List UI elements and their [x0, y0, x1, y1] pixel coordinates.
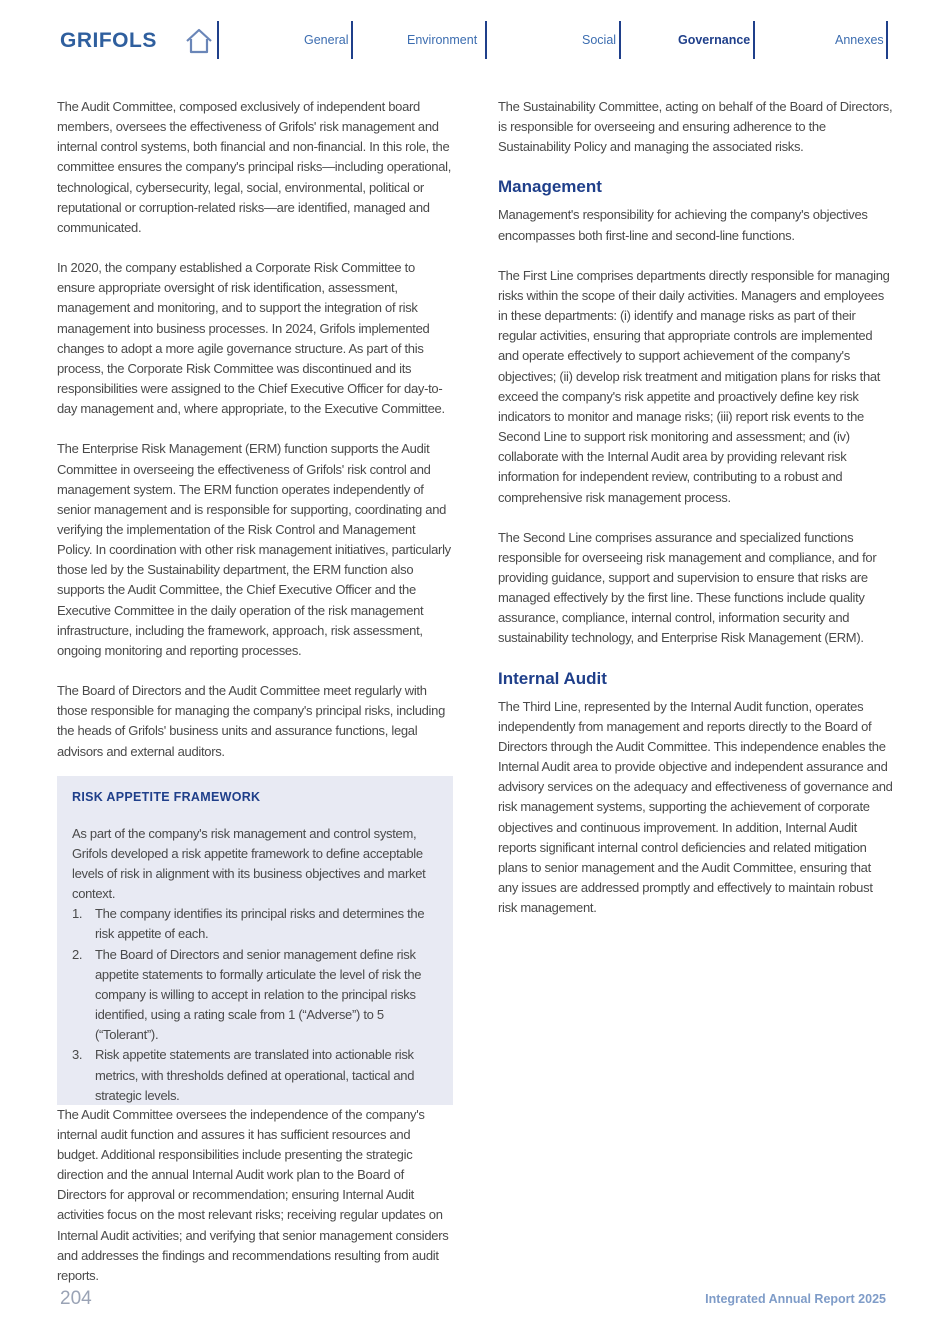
paragraph: The Second Line comprises assurance and specialized functions responsible for overseeing risk management and compliance, and for providing guidance, support and supervision to ensure that risks are managed effectively by the first line. These functions include quality assurance, compliance, internal control, information security and sustainability technology, and Enterprise Risk Management (ERM). [498, 529, 877, 646]
right-column [498, 97, 894, 938]
nav-annexes[interactable]: Annexes [835, 33, 884, 47]
risk-appetite-framework-box [57, 776, 453, 1105]
nav-social[interactable]: Social [582, 33, 617, 47]
box-intro: As part of the company's risk management and control system, Grifols developed a risk appetite framework to define acceptable levels of risk in alignment with its business objectives and market context. [72, 825, 426, 902]
list-number: 2. [72, 946, 83, 962]
list-text: The company identifies its principal risks and determines the risk appetite of each. [95, 906, 425, 942]
nav-divider [619, 21, 621, 59]
nav-general[interactable]: General [304, 33, 349, 47]
nav-divider [753, 21, 755, 59]
nav-divider [485, 21, 487, 59]
paragraph: Management's responsibility for achieving the company's objectives encompasses both first-line and second-line functions. [498, 207, 868, 243]
paragraph: The Board of Directors and the Audit Committee meet regularly with those responsible for managing the company's principal risks, including the heads of Grifols' business units and assurance functions, legal advisors and external auditors. [57, 683, 446, 759]
home-icon[interactable] [185, 28, 213, 54]
grifols-logo[interactable]: GRIFOLS [60, 29, 157, 52]
list-text: Risk appetite statements are translated into actionable risk metrics, with thresholds defined at operational, tactical and strategic levels. [95, 1047, 415, 1103]
report-title: Integrated Annual Report 2025 [705, 1292, 886, 1306]
nav-divider [217, 21, 219, 59]
paragraph: The Third Line, represented by the Internal Audit function, operates independently from management and reports directly to the Board of Directors through the Audit Committee. This independence enables the Internal Audit area to provide objective and independent assurance and advisory services on the adequacy and effectiveness of governance and risk management systems, supporting the achievement of corporate objectives and continuous improvement. In addition, Internal Audit reports significant internal control deficiencies and related mitigation plans to senior management and the Audit Committee, ensuring that any issues are addressed promptly and effectively to maintain robust risk management. [498, 698, 893, 916]
nav-environment[interactable]: Environment [407, 33, 478, 47]
nav-divider [886, 21, 888, 59]
nav-governance[interactable]: Governance [678, 33, 751, 47]
page-number: 204 [60, 1288, 92, 1309]
paragraph: The Audit Committee oversees the independence of the company's internal audit function and assures it has sufficient resources and budget. Additional responsibilities include presenting the strategic direction and the annual Internal Audit work plan to the Board of Directors for approval or recommendation; ensuring Internal Audit activities focus on the most relevant risks; receiving regular updates on Internal Audit activities; and verifying that senior management considers and addresses the findings and recommendations resulting from audit reports. [57, 1106, 449, 1283]
paragraph: The Sustainability Committee, acting on behalf of the Board of Directors, is responsible for overseeing and ensuring adherence to the Sustainability Policy and managing the associated risks. [498, 99, 893, 155]
list-item [72, 1045, 438, 1105]
box-title: RISK APPETITE FRAMEWORK [72, 789, 261, 804]
internal-audit-heading: Internal Audit [498, 668, 607, 688]
paragraph: The Audit Committee, composed exclusively of independent board members, oversees the effectiveness of Grifols' risk management and internal control systems, both financial and non-financial. In this role, the committee ensures the company's principal risks—including operational, technological, cybersecurity, legal, social, environmental, political or reputational or corruption-related risks—are identified, managed and communicated. [57, 99, 452, 235]
list-number: 3. [72, 1047, 83, 1063]
list-number: 1. [72, 906, 83, 922]
paragraph: The First Line comprises departments directly responsible for managing risks within the scope of their daily activities. Managers and employees in these departments: (i) identify and manage risks as part of their regular activities, ensuring that appropriate controls are implemented and operate effectively to support achievement of the company's objectives; (ii) develop risk treatment and mitigation plans for risks that exceed the company's risk appetite and proactively define key risk indicators to monitor and manage risks; (iii) report risk events to the Second Line to support risk monitoring and assessment; and (iv) collaborate with the Internal Audit area by providing relevant risk information for independent review, contributing to a robust and comprehensive risk management process. [498, 267, 890, 505]
paragraph: The Enterprise Risk Management (ERM) function supports the Audit Committee in overseeing the effectiveness of Grifols' risk control and management system. The ERM function operates independently of senior management and is responsible for supporting, coordinating and verifying the implementation of the Risk Control and Management Policy. In coordination with other risk management initiatives, particularly those led by the Sustainability department, the ERM function also supports the Audit Committee, the Chief Executive Officer and the Executive Committee in the daily operation of the risk management infrastructure, including the framework, approach, risk assessment, ongoing monitoring and reporting processes. [57, 441, 451, 658]
nav-divider [351, 21, 353, 59]
management-heading: Management [498, 177, 602, 197]
list-text: The Board of Directors and senior management define risk appetite statements to formally articulate the level of risk the company is willing to accept in relation to the principal risks identified, using a rating scale from 1 (“Adverse”) to 5 (“Tolerant”). [95, 946, 422, 1043]
page-header [0, 0, 950, 80]
left-column [57, 97, 453, 1306]
list-item [72, 904, 438, 944]
framework-steps-list [72, 904, 438, 1106]
list-item [72, 945, 438, 1046]
paragraph: In 2020, the company established a Corporate Risk Committee to ensure appropriate oversight of risk identification, assessment, management and monitoring, and to support the integration of risk management into business processes. In 2024, Grifols implemented changes to adopt a more agile governance structure. As part of this process, the Corporate Risk Committee was discontinued and its responsibilities were assigned to the Chief Executive Officer for day-to-day management and, where appropriate, to the Executive Committee. [57, 260, 445, 417]
